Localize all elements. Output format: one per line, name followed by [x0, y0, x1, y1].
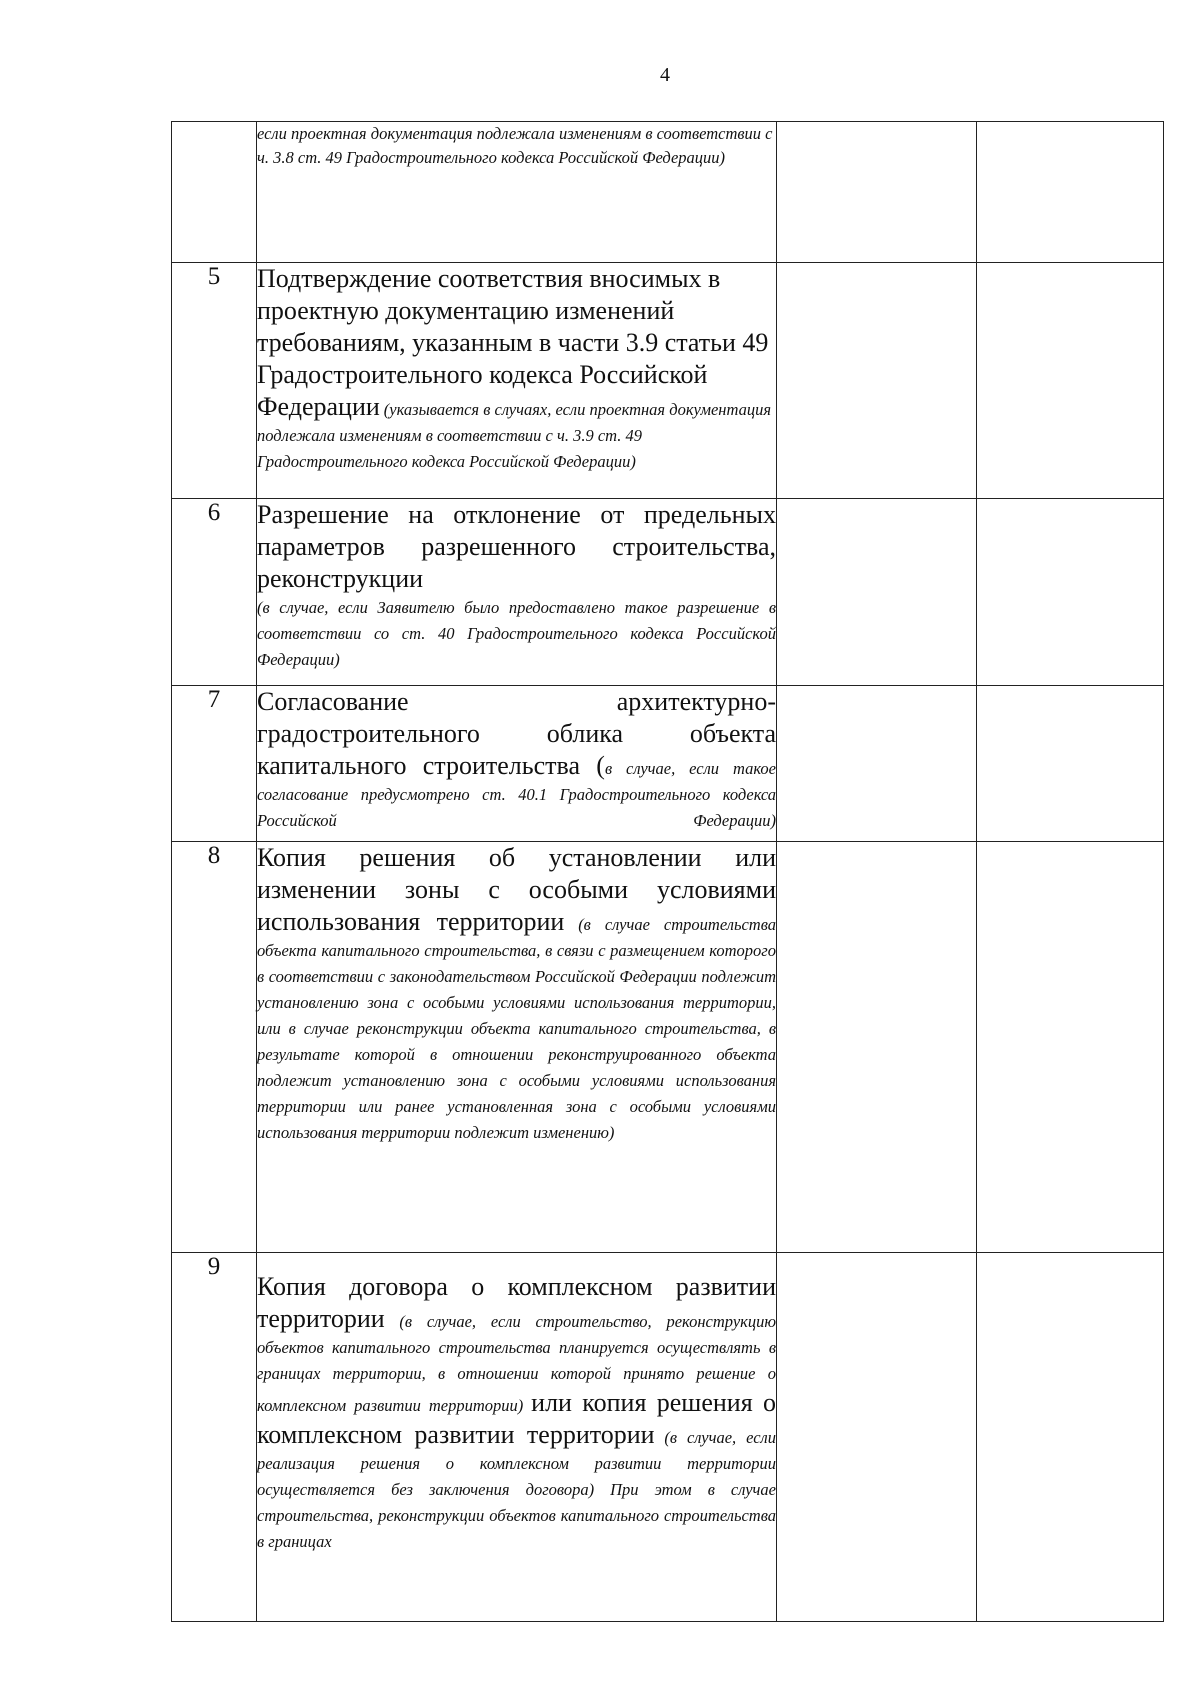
row-note: если проектная документация подлежала изменениям в соответствии с ч. 3.8 ст. 49 Градостроительного кодекса Российской Федерации)	[257, 124, 773, 167]
table-row	[172, 1253, 1164, 1622]
row-cell-empty	[777, 842, 977, 1253]
row-note: (указывается в случаях, если проектная документация подлежала изменениям в соответствии с ч. 3.9 ст. 49 Градостроительного кодекса Российской Федерации)	[257, 400, 772, 471]
table-row	[172, 499, 1164, 686]
row-cell-empty	[977, 122, 1164, 263]
row-cell-empty	[777, 122, 977, 263]
row-number	[172, 122, 257, 263]
row-note: (в случае строительства объекта капитального строительства, в связи с размещением которого в соответствии с законодательством Российской Федерации подлежит установлению зона с особыми условиями использования территории, или в случае реконструкции объекта капитального строительства, в результате которой в отношении реконструированного объекта подлежит установлению зона с особыми условиями использования территории или ранее установленная зона с особыми условиями использования территории подлежит изменению)	[257, 915, 776, 1142]
row-title: Согласование архитектурно-градостроительного облика объекта капитального строительства (	[257, 687, 776, 780]
row-description	[257, 1253, 777, 1622]
row-note: (в случае, если Заявителю было предоставлено такое разрешение в соответствии со ст. 40 Градостроительного кодекса Российской Федерации)	[257, 598, 776, 669]
row-note-secondary: (в случае, если реализация решения о комплексном развитии территории осуществляется без заключения договора) При этом в случае строительства, реконструкции объектов капитального строительства в границах	[257, 1428, 776, 1551]
row-number: 6	[172, 499, 257, 686]
row-title: Копия решения об установлении или изменении зоны с особыми условиями использования территории	[257, 843, 776, 936]
row-cell-empty	[777, 1253, 977, 1622]
row-cell-empty	[977, 1253, 1164, 1622]
row-title: Копия договора о комплексном развитии территории	[257, 1272, 776, 1333]
row-cell-empty	[977, 499, 1164, 686]
row-number: 7	[172, 686, 257, 842]
table-row	[172, 263, 1164, 499]
row-title: Подтверждение соответствия вносимых в проектную документацию изменений требованиям, указанным в части 3.9 статьи 49 Градостроительного кодекса Российской Федерации	[257, 264, 769, 421]
row-number: 8	[172, 842, 257, 1253]
row-description	[257, 122, 777, 263]
row-cell-empty	[977, 263, 1164, 499]
row-cell-empty	[777, 499, 977, 686]
row-title-secondary: или копия решения о комплексном развитии территории	[257, 1388, 776, 1449]
documents-table	[171, 121, 1164, 1622]
row-description	[257, 263, 777, 499]
row-number: 9	[172, 1253, 257, 1622]
row-cell-empty	[977, 686, 1164, 842]
row-description	[257, 842, 777, 1253]
row-number: 5	[172, 263, 257, 499]
row-description	[257, 686, 777, 842]
row-title: Разрешение на отклонение от предельных параметров разрешенного строительства, реконструкции	[257, 500, 776, 593]
row-note: в случае, если такое согласование предусмотрено ст. 40.1 Градостроительного кодекса Российской Федерации)	[257, 759, 776, 830]
row-cell-empty	[777, 686, 977, 842]
table-row	[172, 122, 1164, 263]
page-number: 4	[660, 64, 670, 86]
row-cell-empty	[777, 263, 977, 499]
table-row	[172, 686, 1164, 842]
row-description	[257, 499, 777, 686]
table-row	[172, 842, 1164, 1253]
row-note: (в случае, если строительство, реконструкцию объектов капитального строительства планируется осуществлять в границах территории, в отношении которой принято решение о комплексном развитии территории)	[257, 1312, 777, 1415]
row-cell-empty	[977, 842, 1164, 1253]
